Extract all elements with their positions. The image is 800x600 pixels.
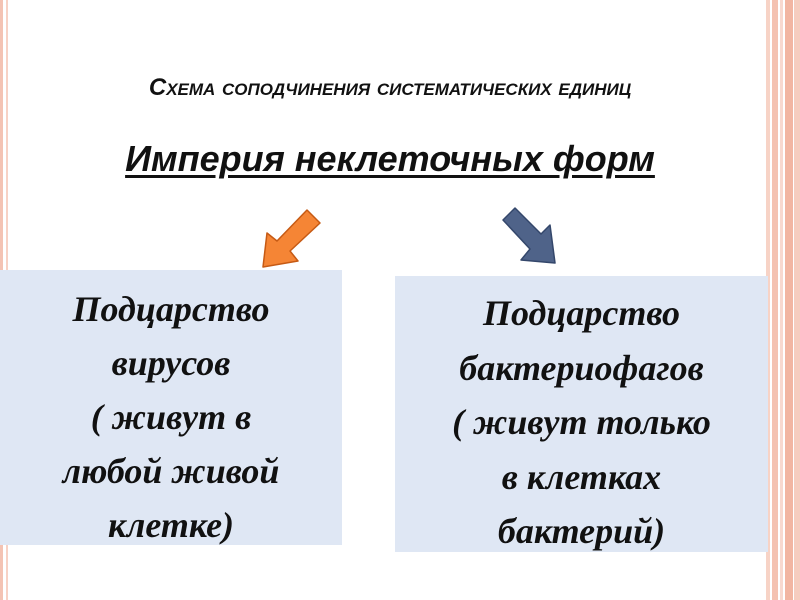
border-stripe xyxy=(785,0,793,600)
box-line: ( живут только xyxy=(452,402,711,442)
box-line: вирусов xyxy=(111,343,231,383)
box-line: любой живой xyxy=(62,451,280,491)
box-line: Подцарство xyxy=(483,293,680,333)
slide-subtitle: Империя неклеточных форм xyxy=(125,138,655,179)
border-stripe xyxy=(780,0,783,600)
box-line: в клетках xyxy=(501,456,662,497)
arrow-down-right-icon xyxy=(495,205,570,270)
slide-title: Схема соподчинения систематических единиц xyxy=(148,74,632,101)
border-stripe xyxy=(794,0,800,600)
box-line: ( живут в xyxy=(90,397,252,437)
box-line: клетке) xyxy=(107,505,235,545)
box-line: бактериофагов xyxy=(459,347,704,388)
box-line: бактерий) xyxy=(497,511,666,551)
arrow-down-left-icon xyxy=(255,205,330,275)
subkingdom-bacteriophages-box xyxy=(395,276,768,552)
box-line: Подцарство xyxy=(72,289,270,329)
subkingdom-viruses-box xyxy=(0,270,342,545)
